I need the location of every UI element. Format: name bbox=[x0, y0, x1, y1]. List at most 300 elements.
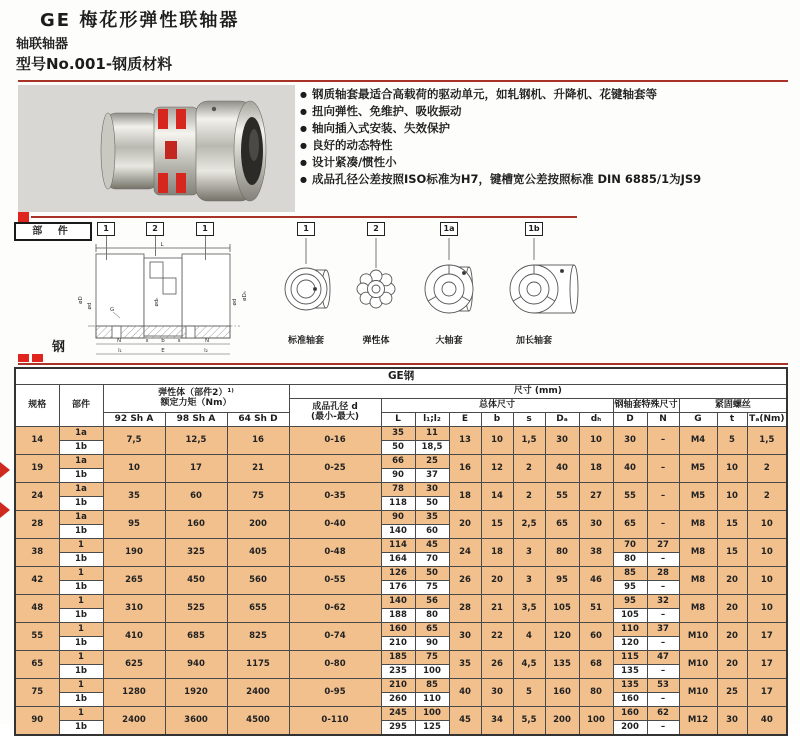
col-bore-line2: (最小-最大) bbox=[311, 411, 359, 422]
cell-torque: 75 bbox=[227, 483, 289, 511]
cell-N: 37 bbox=[647, 623, 679, 637]
cell-E: 13 bbox=[449, 427, 481, 455]
cell-L: 160 bbox=[381, 623, 415, 637]
svg-text:L: L bbox=[160, 242, 164, 248]
part-caption-extended-sleeve: 加长轴套 bbox=[515, 336, 553, 346]
cell-E: 28 bbox=[449, 595, 481, 623]
cell-Da: 65 bbox=[545, 511, 579, 539]
group-sleeve: 钢轴套特殊尺寸 bbox=[613, 399, 679, 413]
cell-N: – bbox=[647, 609, 679, 623]
cell-torque: 35 bbox=[103, 483, 165, 511]
cell-Ta: 10 bbox=[747, 539, 787, 567]
cell-size: 90 bbox=[15, 707, 59, 736]
cell-N: 28 bbox=[647, 567, 679, 581]
cell-part: 1a bbox=[59, 427, 103, 441]
cell-part: 1b bbox=[59, 469, 103, 483]
edge-mark bbox=[0, 502, 10, 518]
cell-dh: 100 bbox=[579, 707, 613, 736]
cell-Ta: 1,5 bbox=[747, 427, 787, 455]
cell-l: 65 bbox=[415, 623, 449, 637]
cell-dh: 38 bbox=[579, 539, 613, 567]
cell-G: M8 bbox=[679, 511, 717, 539]
cell-Da: 40 bbox=[545, 455, 579, 483]
col-bore-line1: 成品孔径 d bbox=[312, 401, 358, 412]
cell-bore: 0-16 bbox=[289, 427, 381, 455]
cell-t: 20 bbox=[717, 595, 747, 623]
cell-L: 140 bbox=[381, 595, 415, 609]
cell-s: 3 bbox=[513, 539, 545, 567]
cell-l: 75 bbox=[415, 651, 449, 665]
cell-s: 4,5 bbox=[513, 651, 545, 679]
part-views-drawing bbox=[268, 238, 588, 333]
table-row bbox=[15, 567, 787, 581]
cell-dh: 27 bbox=[579, 483, 613, 511]
cell-L: 35 bbox=[381, 427, 415, 441]
cell-torque: 2400 bbox=[103, 707, 165, 736]
cell-L: 235 bbox=[381, 665, 415, 679]
cell-s: 3 bbox=[513, 567, 545, 595]
callout-3: 1 bbox=[196, 222, 214, 236]
group-screw: 紧固螺丝 bbox=[679, 399, 787, 413]
cell-part: 1b bbox=[59, 637, 103, 651]
cell-l: 50 bbox=[415, 567, 449, 581]
model-number: 型号No.001-钢质材料 bbox=[16, 55, 173, 73]
cell-L: 260 bbox=[381, 693, 415, 707]
callout-part-2: 2 bbox=[367, 222, 385, 236]
cell-Ta: 17 bbox=[747, 623, 787, 651]
cell-torque: 95 bbox=[103, 511, 165, 539]
cell-part: 1b bbox=[59, 693, 103, 707]
cell-G: M8 bbox=[679, 539, 717, 567]
cell-size: 19 bbox=[15, 455, 59, 483]
leaf-header-cell: 98 Sh A bbox=[165, 413, 227, 427]
cell-Ta: 17 bbox=[747, 651, 787, 679]
cell-Ta: 2 bbox=[747, 483, 787, 511]
cell-E: 18 bbox=[449, 483, 481, 511]
cell-G: M12 bbox=[679, 707, 717, 736]
cell-Da: 160 bbox=[545, 679, 579, 707]
cell-size: 55 bbox=[15, 623, 59, 651]
cell-l: 90 bbox=[415, 637, 449, 651]
cell-part: 1b bbox=[59, 609, 103, 623]
cell-part: 1b bbox=[59, 497, 103, 511]
table-row bbox=[15, 427, 787, 441]
cell-D: 70 bbox=[613, 539, 647, 553]
cell-b: 21 bbox=[481, 595, 513, 623]
col-spec: 规格 bbox=[15, 385, 59, 427]
cell-N: 62 bbox=[647, 707, 679, 721]
cell-N: – bbox=[647, 665, 679, 679]
svg-text:b: b bbox=[161, 338, 165, 344]
cell-torque: 17 bbox=[165, 455, 227, 483]
edge-mark bbox=[0, 462, 10, 478]
cell-Da: 135 bbox=[545, 651, 579, 679]
cell-part: 1 bbox=[59, 679, 103, 693]
feature-item: ● 轴向插入式安装、失效保护 bbox=[300, 121, 795, 136]
cell-G: M10 bbox=[679, 679, 717, 707]
cell-part: 1b bbox=[59, 525, 103, 539]
cell-l: 80 bbox=[415, 609, 449, 623]
svg-text:E: E bbox=[161, 348, 165, 354]
cell-L: 78 bbox=[381, 483, 415, 497]
cell-part: 1a bbox=[59, 511, 103, 525]
cell-D: 30 bbox=[613, 427, 647, 455]
cell-size: 48 bbox=[15, 595, 59, 623]
cell-t: 25 bbox=[717, 679, 747, 707]
cell-torque: 450 bbox=[165, 567, 227, 595]
cell-E: 20 bbox=[449, 511, 481, 539]
cell-E: 16 bbox=[449, 455, 481, 483]
cell-N: 47 bbox=[647, 651, 679, 665]
svg-text:øD: øD bbox=[78, 296, 84, 304]
cell-D: 95 bbox=[613, 595, 647, 609]
cell-l: 56 bbox=[415, 595, 449, 609]
cell-s: 4 bbox=[513, 623, 545, 651]
cell-s: 3,5 bbox=[513, 595, 545, 623]
cell-N: – bbox=[647, 427, 679, 455]
svg-text:N: N bbox=[116, 338, 122, 344]
cell-L: 118 bbox=[381, 497, 415, 511]
table-row bbox=[15, 623, 787, 637]
cell-part: 1b bbox=[59, 553, 103, 567]
cell-torque: 2400 bbox=[227, 679, 289, 707]
spec-table-head bbox=[15, 368, 787, 427]
cell-N: – bbox=[647, 553, 679, 567]
svg-text:l₂: l₂ bbox=[204, 348, 208, 354]
leaf-header-row bbox=[15, 413, 787, 427]
part-caption-standard-sleeve: 标准轴套 bbox=[287, 336, 325, 346]
cell-bore: 0-55 bbox=[289, 567, 381, 595]
cell-torque: 560 bbox=[227, 567, 289, 595]
cell-l: 70 bbox=[415, 553, 449, 567]
cell-dh: 51 bbox=[579, 595, 613, 623]
leaf-header-cell: D bbox=[613, 413, 647, 427]
cell-G: M10 bbox=[679, 623, 717, 651]
parts-section-label: 部 件 bbox=[14, 222, 92, 241]
cell-Da: 30 bbox=[545, 427, 579, 455]
cell-dh: 60 bbox=[579, 623, 613, 651]
cell-l: 35 bbox=[415, 511, 449, 525]
cell-s: 5 bbox=[513, 679, 545, 707]
cell-D: 135 bbox=[613, 679, 647, 693]
cell-Ta: 10 bbox=[747, 595, 787, 623]
cell-L: 66 bbox=[381, 455, 415, 469]
feature-list bbox=[300, 87, 795, 189]
cell-torque: 655 bbox=[227, 595, 289, 623]
cell-Ta: 40 bbox=[747, 707, 787, 736]
divider-line bbox=[31, 216, 577, 218]
cell-G: M5 bbox=[679, 455, 717, 483]
divider-line bbox=[18, 363, 788, 365]
cell-N: 53 bbox=[647, 679, 679, 693]
cell-N: – bbox=[647, 483, 679, 511]
cell-torque: 10 bbox=[103, 455, 165, 483]
cell-torque: 12,5 bbox=[165, 427, 227, 455]
cell-dh: 30 bbox=[579, 511, 613, 539]
callout-part-1: 1 bbox=[297, 222, 315, 236]
cell-Da: 120 bbox=[545, 623, 579, 651]
cell-s: 2,5 bbox=[513, 511, 545, 539]
cell-b: 14 bbox=[481, 483, 513, 511]
page-title: GE 梅花形弹性联轴器 bbox=[40, 10, 240, 31]
part-caption-spider: 弹性体 bbox=[362, 336, 390, 346]
feature-item: ● 钢质轴套最适合高载荷的驱动单元，如轧钢机、升降机、花键轴套等 bbox=[300, 87, 795, 102]
cell-D: 65 bbox=[613, 511, 647, 539]
leaf-header-cell: Dₐ bbox=[545, 413, 579, 427]
cell-torque: 825 bbox=[227, 623, 289, 651]
cell-Ta: 2 bbox=[747, 455, 787, 483]
table-row bbox=[15, 595, 787, 609]
cell-G: M8 bbox=[679, 595, 717, 623]
svg-text:s: s bbox=[145, 338, 149, 344]
cell-torque: 310 bbox=[103, 595, 165, 623]
cell-L: 114 bbox=[381, 539, 415, 553]
cell-Da: 105 bbox=[545, 595, 579, 623]
col-part: 部件 bbox=[59, 385, 103, 427]
callout-part-1b: 1b bbox=[525, 222, 543, 236]
cell-part: 1b bbox=[59, 581, 103, 595]
cell-torque: 1280 bbox=[103, 679, 165, 707]
group-overall: 总体尺寸 bbox=[381, 399, 613, 413]
cell-dh: 68 bbox=[579, 651, 613, 679]
cell-size: 75 bbox=[15, 679, 59, 707]
cell-torque: 7,5 bbox=[103, 427, 165, 455]
cell-bore: 0-48 bbox=[289, 539, 381, 567]
cell-size: 42 bbox=[15, 567, 59, 595]
cell-part: 1 bbox=[59, 623, 103, 637]
cell-L: 164 bbox=[381, 553, 415, 567]
cell-bore: 0-95 bbox=[289, 679, 381, 707]
feature-item: ● 成品孔径公差按照ISO标准为H7，键槽宽公差按照标准 DIN 6885/1为JS9 bbox=[300, 172, 795, 187]
table-row bbox=[15, 511, 787, 525]
callout-part-1a: 1a bbox=[440, 222, 458, 236]
cell-l: 18,5 bbox=[415, 441, 449, 455]
cell-L: 140 bbox=[381, 525, 415, 539]
cell-bore: 0-62 bbox=[289, 595, 381, 623]
cell-part: 1 bbox=[59, 567, 103, 581]
cell-E: 35 bbox=[449, 651, 481, 679]
cell-N: – bbox=[647, 721, 679, 736]
cell-Ta: 10 bbox=[747, 511, 787, 539]
cell-N: 32 bbox=[647, 595, 679, 609]
cross-section-drawing bbox=[68, 238, 260, 358]
cell-L: 210 bbox=[381, 637, 415, 651]
cell-t: 30 bbox=[717, 707, 747, 736]
cell-l: 100 bbox=[415, 665, 449, 679]
cell-bore: 0-40 bbox=[289, 511, 381, 539]
cell-D: 105 bbox=[613, 609, 647, 623]
cell-L: 188 bbox=[381, 609, 415, 623]
leaf-header-cell: 64 Sh D bbox=[227, 413, 289, 427]
cell-l: 100 bbox=[415, 707, 449, 721]
cell-N: – bbox=[647, 693, 679, 707]
cell-N: – bbox=[647, 455, 679, 483]
cell-bore: 0-110 bbox=[289, 707, 381, 736]
cell-torque: 16 bbox=[227, 427, 289, 455]
cell-E: 45 bbox=[449, 707, 481, 736]
cell-part: 1 bbox=[59, 539, 103, 553]
leaf-header-cell: L bbox=[381, 413, 415, 427]
group-elastomer-line2: 额定力矩（Nm） bbox=[160, 397, 232, 408]
cell-size: 28 bbox=[15, 511, 59, 539]
leaf-header-cell: s bbox=[513, 413, 545, 427]
cell-s: 5,5 bbox=[513, 707, 545, 736]
svg-text:ød: ød bbox=[232, 298, 238, 306]
cell-t: 20 bbox=[717, 623, 747, 651]
cell-D: 95 bbox=[613, 581, 647, 595]
cell-part: 1a bbox=[59, 455, 103, 469]
cell-b: 20 bbox=[481, 567, 513, 595]
cell-D: 80 bbox=[613, 553, 647, 567]
spec-table-wrap bbox=[14, 367, 788, 736]
leaf-header-cell: N bbox=[647, 413, 679, 427]
cell-s: 2 bbox=[513, 455, 545, 483]
cell-b: 34 bbox=[481, 707, 513, 736]
cell-part: 1 bbox=[59, 707, 103, 721]
cell-D: 135 bbox=[613, 665, 647, 679]
cell-l: 125 bbox=[415, 721, 449, 736]
cell-L: 90 bbox=[381, 469, 415, 483]
material-label: 钢 bbox=[52, 340, 66, 355]
cell-G: M10 bbox=[679, 651, 717, 679]
callout-2: 2 bbox=[146, 222, 164, 236]
cell-size: 38 bbox=[15, 539, 59, 567]
cell-D: 200 bbox=[613, 721, 647, 736]
cell-size: 24 bbox=[15, 483, 59, 511]
table-row bbox=[15, 651, 787, 665]
cell-l: 110 bbox=[415, 693, 449, 707]
cell-D: 85 bbox=[613, 567, 647, 581]
cell-L: 50 bbox=[381, 441, 415, 455]
section-marker bbox=[32, 354, 43, 362]
cell-part: 1b bbox=[59, 441, 103, 455]
cell-E: 30 bbox=[449, 623, 481, 651]
cell-L: 176 bbox=[381, 581, 415, 595]
cell-b: 18 bbox=[481, 539, 513, 567]
cell-torque: 200 bbox=[227, 511, 289, 539]
svg-text:s: s bbox=[177, 338, 181, 344]
table-row bbox=[15, 679, 787, 693]
cell-t: 5 bbox=[717, 427, 747, 455]
cell-l: 60 bbox=[415, 525, 449, 539]
cell-dh: 10 bbox=[579, 427, 613, 455]
cell-Da: 55 bbox=[545, 483, 579, 511]
cell-l: 45 bbox=[415, 539, 449, 553]
feature-item: ● 良好的动态特性 bbox=[300, 138, 795, 153]
cell-torque: 1175 bbox=[227, 651, 289, 679]
cell-bore: 0-35 bbox=[289, 483, 381, 511]
spec-table bbox=[14, 367, 788, 736]
cell-dh: 46 bbox=[579, 567, 613, 595]
cell-t: 20 bbox=[717, 567, 747, 595]
cell-torque: 160 bbox=[165, 511, 227, 539]
leaf-header-cell: t bbox=[717, 413, 747, 427]
cell-E: 40 bbox=[449, 679, 481, 707]
cell-l: 30 bbox=[415, 483, 449, 497]
cell-G: M8 bbox=[679, 567, 717, 595]
group-dims: 尺寸 (mm) bbox=[289, 385, 787, 399]
cell-l: 85 bbox=[415, 679, 449, 693]
callout-leader bbox=[205, 234, 206, 260]
table-row bbox=[15, 707, 787, 721]
cell-bore: 0-74 bbox=[289, 623, 381, 651]
leaf-header-cell: Tₐ(Nm) bbox=[747, 413, 787, 427]
cell-Ta: 10 bbox=[747, 567, 787, 595]
cell-torque: 1920 bbox=[165, 679, 227, 707]
cell-Da: 80 bbox=[545, 539, 579, 567]
callout-1: 1 bbox=[97, 222, 115, 236]
leaf-header-cell: l₁;l₂ bbox=[415, 413, 449, 427]
cell-part: 1 bbox=[59, 651, 103, 665]
cell-D: 120 bbox=[613, 637, 647, 651]
group-elastomer-line1: 弹性体（部件2）¹⁾ bbox=[158, 387, 234, 398]
page-subtitle: 轴联轴器 bbox=[16, 37, 69, 52]
cell-t: 10 bbox=[717, 455, 747, 483]
callout-leader bbox=[155, 234, 156, 256]
cell-s: 1,5 bbox=[513, 427, 545, 455]
cell-part: 1b bbox=[59, 721, 103, 736]
cell-N: – bbox=[647, 511, 679, 539]
cell-torque: 525 bbox=[165, 595, 227, 623]
cell-E: 24 bbox=[449, 539, 481, 567]
cell-t: 15 bbox=[717, 539, 747, 567]
cell-L: 210 bbox=[381, 679, 415, 693]
table-title: GE钢 bbox=[15, 368, 787, 385]
cell-l: 37 bbox=[415, 469, 449, 483]
cell-dh: 80 bbox=[579, 679, 613, 707]
svg-text:N: N bbox=[204, 338, 210, 344]
leaf-header-cell: dₕ bbox=[579, 413, 613, 427]
cell-dh: 18 bbox=[579, 455, 613, 483]
cell-torque: 405 bbox=[227, 539, 289, 567]
cell-G: M4 bbox=[679, 427, 717, 455]
cell-torque: 265 bbox=[103, 567, 165, 595]
cell-t: 15 bbox=[717, 511, 747, 539]
cell-L: 90 bbox=[381, 511, 415, 525]
cell-size: 65 bbox=[15, 651, 59, 679]
spec-table-body bbox=[15, 427, 787, 736]
svg-text:ødₕ: ødₕ bbox=[154, 297, 160, 307]
cell-torque: 940 bbox=[165, 651, 227, 679]
cell-part: 1a bbox=[59, 483, 103, 497]
cell-Da: 95 bbox=[545, 567, 579, 595]
section-marker bbox=[18, 354, 29, 362]
cell-E: 26 bbox=[449, 567, 481, 595]
cell-b: 26 bbox=[481, 651, 513, 679]
svg-text:ød: ød bbox=[87, 302, 93, 310]
cell-torque: 685 bbox=[165, 623, 227, 651]
cell-torque: 21 bbox=[227, 455, 289, 483]
cell-l: 25 bbox=[415, 455, 449, 469]
cell-bore: 0-25 bbox=[289, 455, 381, 483]
svg-text:G: G bbox=[110, 307, 115, 313]
cell-D: 160 bbox=[613, 693, 647, 707]
section-marker bbox=[18, 212, 29, 222]
feature-item: ● 设计紧凑/惯性小 bbox=[300, 155, 795, 170]
cell-torque: 410 bbox=[103, 623, 165, 651]
cell-Da: 200 bbox=[545, 707, 579, 736]
cell-L: 185 bbox=[381, 651, 415, 665]
cell-torque: 3600 bbox=[165, 707, 227, 736]
cell-bore: 0-80 bbox=[289, 651, 381, 679]
leaf-header-cell: E bbox=[449, 413, 481, 427]
cell-b: 10 bbox=[481, 427, 513, 455]
part-caption-big-sleeve: 大轴套 bbox=[435, 336, 463, 346]
cell-G: M5 bbox=[679, 483, 717, 511]
cell-D: 40 bbox=[613, 455, 647, 483]
divider-line bbox=[18, 80, 788, 82]
svg-text:l₁: l₁ bbox=[118, 348, 122, 354]
